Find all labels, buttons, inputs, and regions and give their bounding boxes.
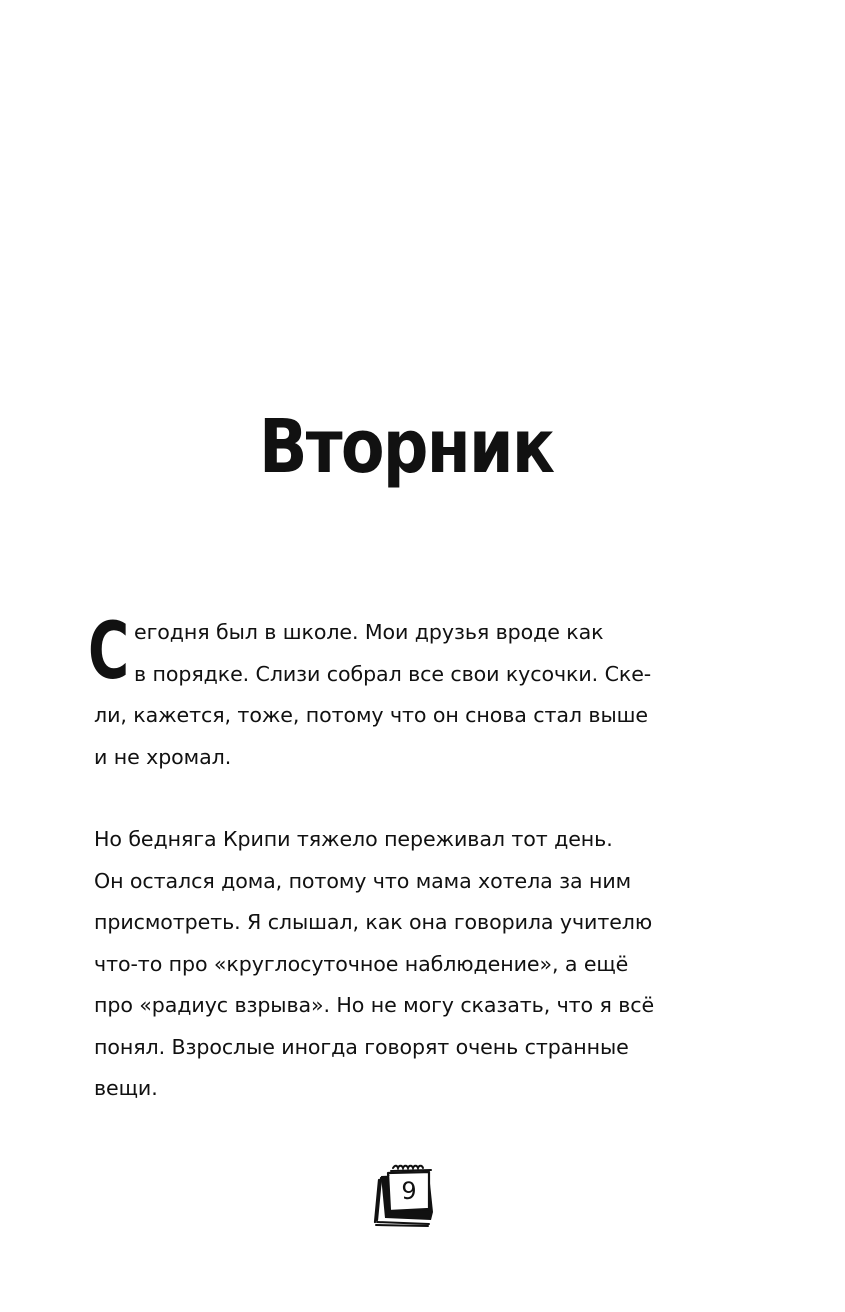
paragraph-line: про «радиус взрыва». Но не могу сказать, что я всё (94, 993, 655, 1017)
paragraph-2 (94, 819, 734, 1110)
paragraph-line: Но бедняга Крипи тяжело переживал тот день. (94, 827, 613, 851)
chapter-title: Вторник (258, 404, 554, 490)
paragraph-line: Он остался дома, потому что мама хотела за ним (94, 868, 632, 893)
paragraph-line: что-то про «круглосуточное наблюдение», а ещё (94, 951, 629, 976)
page-number: 9 (401, 1177, 417, 1205)
paragraph-line: вещи. (94, 1076, 158, 1100)
paragraph-line: и не хромал. (94, 744, 232, 769)
paragraph-1 (94, 612, 734, 778)
paragraph-line: в порядке. Слизи собрал все свои кусочки. Ске- (134, 661, 652, 686)
paragraph-line: присмотреть. Я слышал, как она говорила учителю (94, 910, 653, 934)
drop-cap: С (88, 607, 130, 697)
paragraph-line: понял. Взрослые иногда говорят очень странные (94, 1034, 629, 1059)
paragraph-line: ли, кажется, тоже, потому что он снова стал выше (94, 703, 648, 727)
paragraph-line: егодня был в школе. Мои друзья вроде как (134, 620, 604, 644)
